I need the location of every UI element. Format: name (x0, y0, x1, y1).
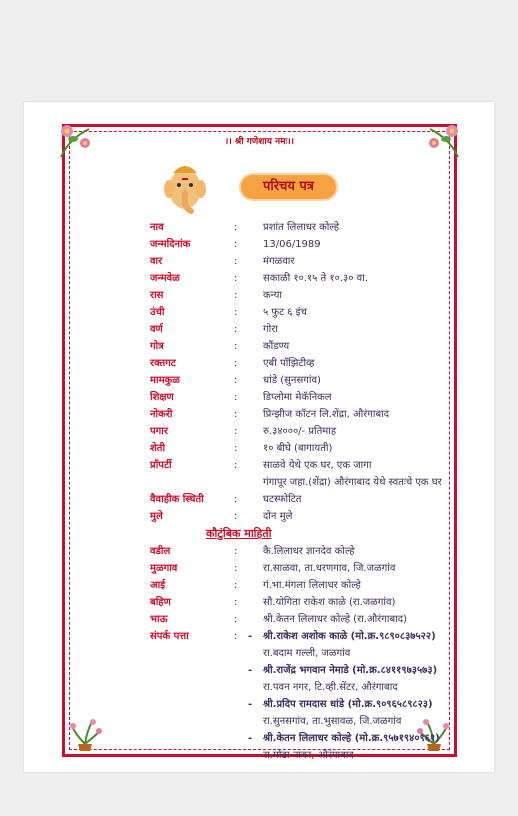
contact-row: संपर्क पत्ता : - श्री.राकेश अशोक काळे (मो.क्र.९८९०८३७५२२) (150, 631, 436, 642)
detail-row: मुले : दोन मुले (150, 511, 293, 522)
family-row: आई : गं.भा.मंगला लिलाधर कोल्हे (150, 580, 361, 591)
detail-row: उंची : ५ फुट ६ इंच (150, 307, 307, 318)
family-section-heading: कौटुंबिक माहिती (206, 527, 272, 540)
detail-row: प्रॉपर्टी : साळवे येथे एक घर, एक जागा (150, 460, 372, 471)
family-row: मुळगाव : रा.साळवा, ता.धरणगाव, जि.जळगांव (150, 563, 396, 574)
family-row: बहिण : सौ.योगिता राकेश काळे (रा.जळगांव) (150, 597, 396, 608)
detail-row: जन्मदिनांक : 13/06/1989 (150, 239, 321, 250)
contact-address-row: रा.मोंढा नाका, औरंगाबाद (263, 750, 354, 761)
detail-row: नाव : प्रशांत लिलाधर कोल्हे (150, 222, 340, 233)
contact-row: - श्री.प्रदिप रामदास धांडे (मो.क्र.९०९६५८९८२३) (248, 699, 433, 710)
contact-address-row: रा.पवन नगर, टि.व्ही.सेंटर, औरंगाबाद (263, 682, 398, 693)
detail-row: रास : कन्या (150, 290, 283, 301)
contact-address-row: रा.सुनसगांव, ता.भुसावळ, जि.जळगांव (263, 716, 402, 727)
detail-row: पगार : रु.३४०००/- प्रतिमाह (150, 426, 337, 437)
ganesh-icon (163, 159, 207, 217)
document-title: परिचय पत्र (241, 175, 336, 199)
detail-row: गोत्र : कौंडण्य (150, 341, 290, 352)
family-row: भाऊ : श्री.केतन लिलाधर कोल्हे (रा.औरंगाबाद) (150, 614, 407, 625)
detail-row-continued: गंगापूर जहा.(शेंद्रा) औरंगाबाद येथे स्वतःचे एक घर (263, 477, 442, 488)
detail-row: शेती : १० बीघे (बागायती) (150, 443, 333, 454)
detail-row: रक्तगट : एबी पॉझिटीव्ह (150, 358, 315, 369)
contact-address-row: रा.बदाम गल्ली, जळगांव (263, 648, 351, 659)
invocation-text: ।। श्री गणेशाय नमः।। (224, 137, 295, 147)
biodata-sheet (24, 102, 494, 772)
detail-row: मामकुळ : धांडे (सुनसगांव) (150, 375, 321, 386)
detail-row: नोकरी : प्रिन्झीज कॉटन लि.शेंद्रा, औरंगाबाद (150, 409, 390, 420)
detail-row: वार : मंगळवार (150, 256, 295, 267)
detail-row: शिक्षण : डिप्लोमा मेकॅनिकल (150, 392, 332, 403)
contact-row: - श्री.राजेंद्र भगवान नेमाडे (मो.क्र.८४११९७३५७३) (248, 665, 438, 676)
detail-row: वर्ण : गोरा (150, 324, 278, 335)
family-row: वडील : कै.लिलाधर ज्ञानदेव कोल्हे (150, 546, 355, 557)
decorative-border (62, 124, 457, 761)
detail-row: वैवाहीक स्थिती : घटस्फोटित (150, 494, 302, 505)
detail-row: जन्मवेळ : सकाळी १०.१५ ते १०.३० वा. (150, 273, 368, 284)
contact-row: - श्री.केतन लिलाधर कोल्हे (मो.क्र.९५७१९४०९६१) (248, 733, 440, 744)
